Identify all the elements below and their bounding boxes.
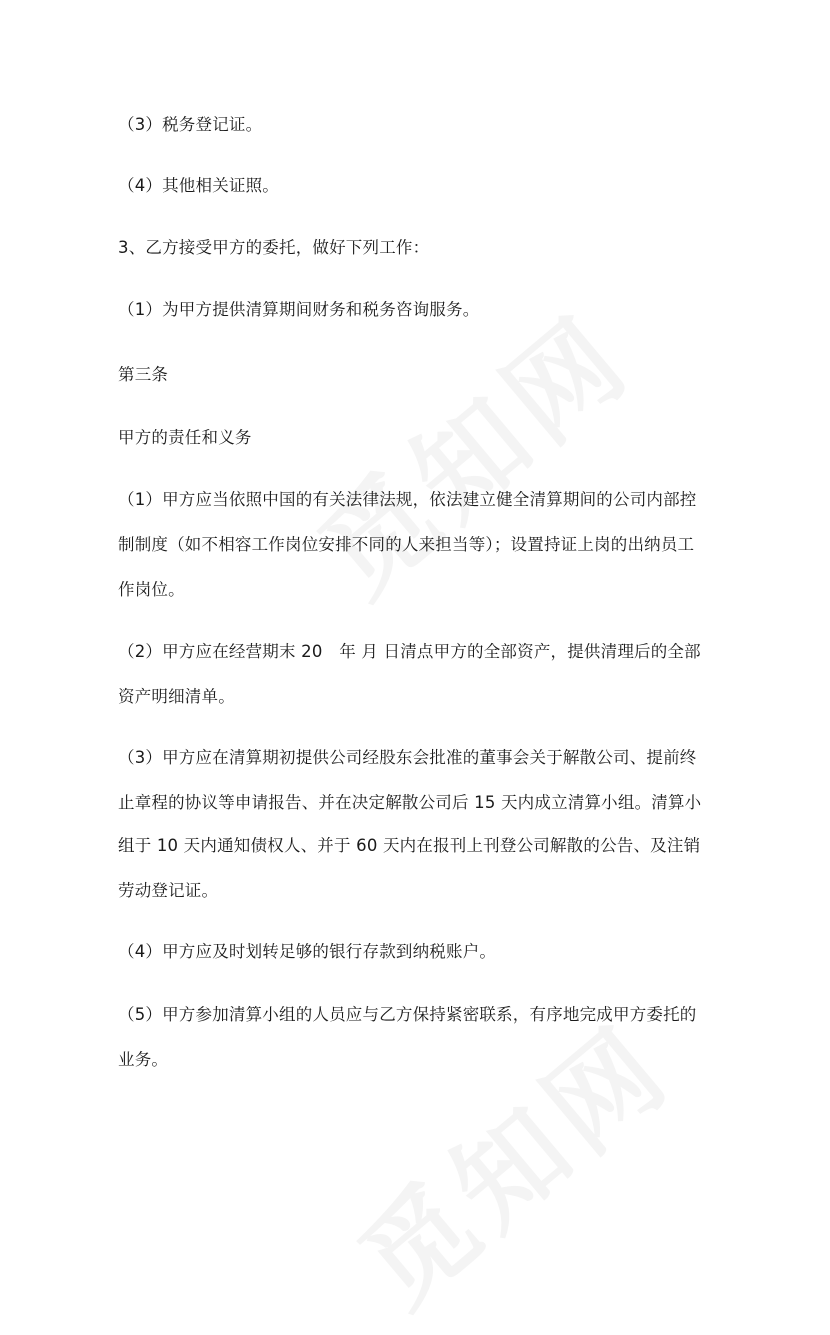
- list-item-other-licenses: （4）其他相关证照。: [118, 176, 279, 195]
- clause-party-b-entrusted: 3、乙方接受甲方的委托，做好下列工作：: [118, 238, 430, 257]
- watermark: [321, 983, 698, 1335]
- paragraph-2-line-1: （2）甲方应在经营期末 20 年 月 日清点甲方的全部资产，提供清理后的全部: [118, 642, 701, 661]
- article-heading: 第三条: [118, 365, 169, 384]
- paragraph-3-line-2: 止章程的协议等申请报告、并在决定解散公司后 15 天内成立清算小组。清算小: [118, 793, 702, 812]
- paragraph-5-line-2: 业务。: [118, 1050, 169, 1069]
- paragraph-3-line-1: （3）甲方应在清算期初提供公司经股东会批准的董事会关于解散公司、提前终: [118, 748, 697, 767]
- paragraph-4-line-1: （4）甲方应及时划转足够的银行存款到纳税账户。: [118, 942, 497, 961]
- paragraph-1-line-1: （1）甲方应当依照中国的有关法律法规，依法建立健全清算期间的公司内部控: [118, 490, 697, 509]
- paragraph-5-line-1: （5）甲方参加清算小组的人员应与乙方保持紧密联系，有序地完成甲方委托的: [118, 1005, 697, 1024]
- paragraph-1-line-2: 制制度（如不相容工作岗位安排不同的人来担当等）；设置持证上岗的出纳员工: [118, 535, 695, 554]
- paragraph-1-line-3: 作岗位。: [118, 580, 185, 599]
- list-item-consulting-service: （1）为甲方提供清算期间财务和税务咨询服务。: [118, 300, 480, 319]
- section-heading: 甲方的责任和义务: [118, 428, 252, 447]
- watermark: [281, 273, 658, 625]
- paragraph-2-line-2: 资产明细清单。: [118, 687, 235, 706]
- paragraph-3-line-3: 组于 10 天内通知债权人、并于 60 天内在报刊上刊登公司解散的公告、及注销: [118, 836, 701, 855]
- list-item-tax-registration: （3）税务登记证。: [118, 115, 263, 134]
- paragraph-3-line-4: 劳动登记证。: [118, 881, 219, 900]
